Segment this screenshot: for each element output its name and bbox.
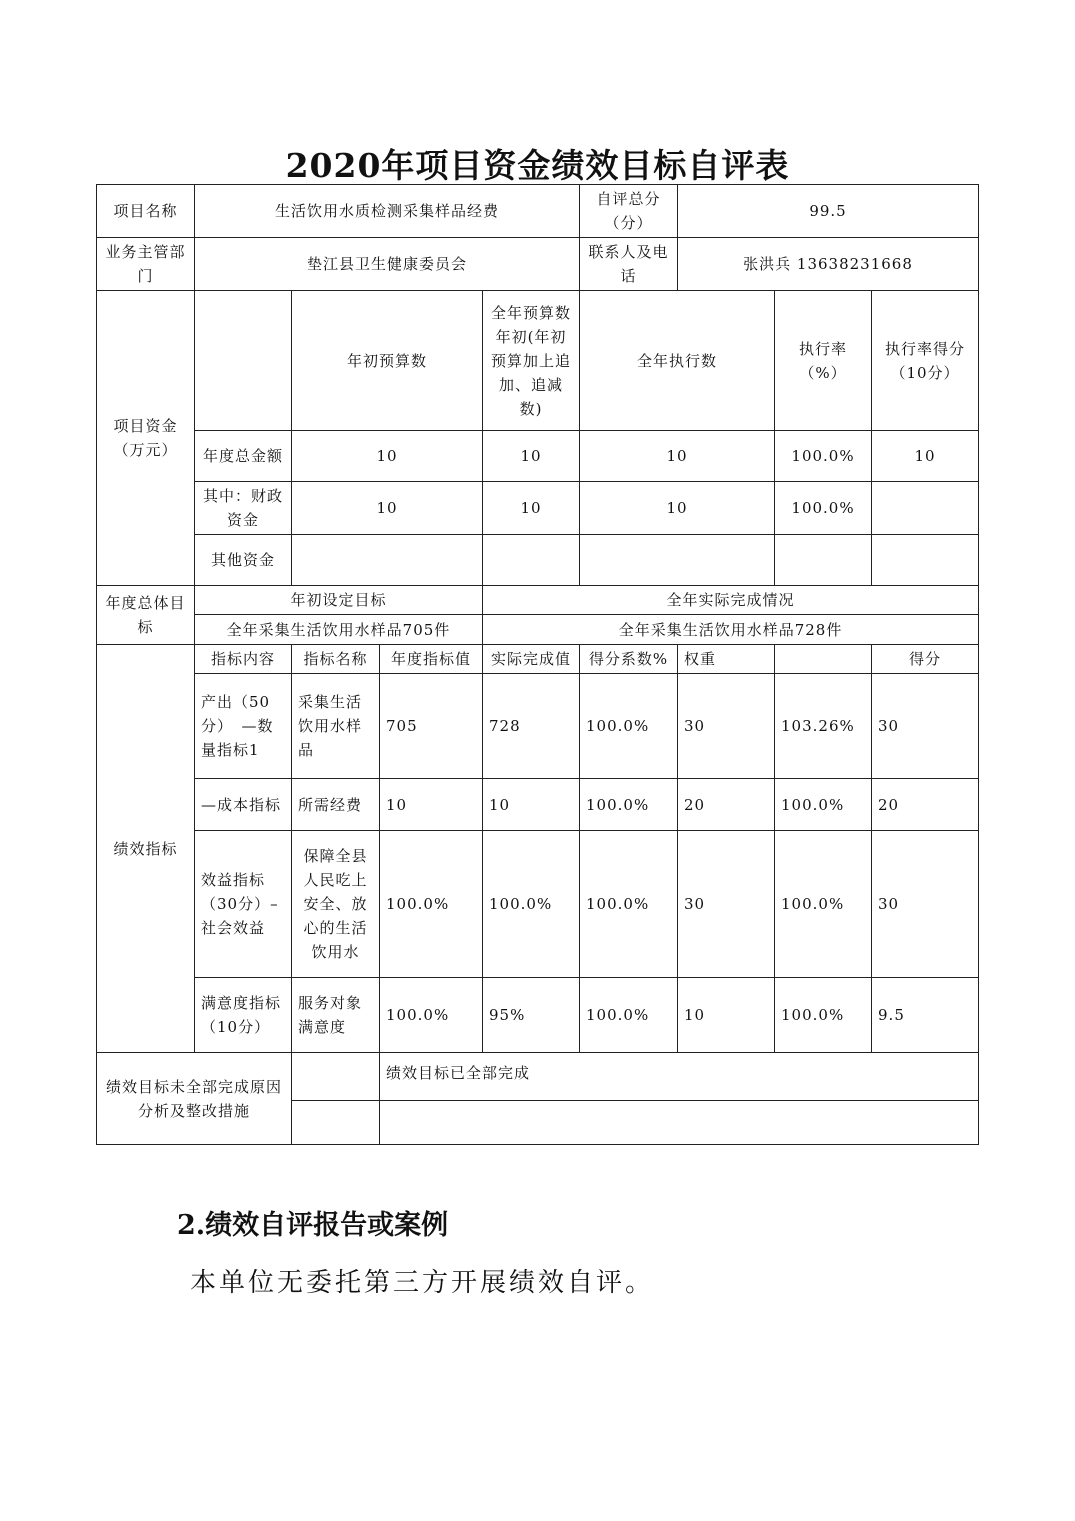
indicator-row [97,978,979,1053]
self-evaluation-table [96,184,979,1145]
ind-header: 得分 [872,645,979,674]
score-label: 自评总分（分） [580,185,678,238]
ind-header [775,645,872,674]
page-title: 2020年项目资金绩效目标自评表 [285,146,790,185]
col-rate-score: 执行率得分（10分） [872,291,979,431]
indicator-row [97,779,979,831]
section-paragraph: 本单位无委托第三方开展绩效自评。 [190,1268,655,1298]
dept-value: 垫江县卫生健康委员会 [195,238,580,291]
funds-row [97,535,979,586]
analysis-blank-cell [292,1101,380,1145]
funds-full [483,535,580,586]
ind-content: 满意度指标（10分） [195,978,292,1053]
ind-ratio: 100.0% [775,779,872,831]
ind-ratio: 100.0% [775,978,872,1053]
funds-exec: 10 [580,431,775,482]
ind-name: 保障全县人民吃上安全、放心的生活饮用水 [292,831,380,978]
col-executed: 全年执行数 [580,291,775,431]
funds-score [872,482,979,535]
project-name-label: 项目名称 [97,185,195,238]
ind-header: 得分系数% [580,645,678,674]
ind-weight: 30 [678,831,775,978]
planned-goal-value: 全年采集生活饮用水样品705件 [195,615,483,645]
ind-score: 9.5 [872,978,979,1053]
ind-score: 30 [872,674,979,779]
contact-value: 张洪兵 13638231668 [678,238,979,291]
analysis-label: 绩效目标未全部完成原因分析及整改措施 [97,1053,292,1145]
ind-content: 效益指标（30分）–社会效益 [195,831,292,978]
contact-label: 联系人及电话 [580,238,678,291]
funds-rate [775,535,872,586]
ind-ratio: 100.0% [775,831,872,978]
col-initial-budget: 年初预算数 [292,291,483,431]
ind-score: 20 [872,779,979,831]
funds-row [97,431,979,482]
ind-target: 100.0% [380,831,483,978]
ind-coef: 100.0% [580,978,678,1053]
ind-header: 实际完成值 [483,645,580,674]
ind-coef: 100.0% [580,831,678,978]
ind-ratio: 103.26% [775,674,872,779]
funds-score [872,535,979,586]
analysis-blank-cell [292,1053,380,1101]
analysis-text: 绩效目标已全部完成 [380,1053,979,1101]
ind-content: —成本指标 [195,779,292,831]
annual-goal-label: 年度总体目标 [97,586,195,645]
score-value: 99.5 [678,185,979,238]
planned-goal-label: 年初设定目标 [195,586,483,615]
ind-weight: 20 [678,779,775,831]
ind-name: 服务对象满意度 [292,978,380,1053]
funds-rate: 100.0% [775,482,872,535]
funds-initial [292,535,483,586]
ind-header: 权重 [678,645,775,674]
ind-name: 采集生活饮用水样品 [292,674,380,779]
funds-blank-cell [195,291,292,431]
actual-goal-value: 全年采集生活饮用水样品728件 [483,615,979,645]
col-exec-rate: 执行率（%） [775,291,872,431]
funds-row-name: 年度总金额 [195,431,292,482]
dept-label: 业务主管部门 [97,238,195,291]
ind-header: 年度指标值 [380,645,483,674]
ind-content: 产出（50分） —数量指标1 [195,674,292,779]
funds-rate: 100.0% [775,431,872,482]
ind-actual: 100.0% [483,831,580,978]
funds-score: 10 [872,431,979,482]
ind-weight: 10 [678,978,775,1053]
ind-actual: 10 [483,779,580,831]
indicators-label: 绩效指标 [97,645,195,1053]
ind-header: 指标内容 [195,645,292,674]
analysis-blank-cell [380,1101,979,1145]
ind-coef: 100.0% [580,674,678,779]
ind-target: 10 [380,779,483,831]
project-name-value: 生活饮用水质检测采集样品经费 [195,185,580,238]
funds-row [97,482,979,535]
indicator-row [97,831,979,978]
funds-initial: 10 [292,482,483,535]
funds-full: 10 [483,482,580,535]
ind-target: 100.0% [380,978,483,1053]
funds-full: 10 [483,431,580,482]
ind-actual: 728 [483,674,580,779]
ind-target: 705 [380,674,483,779]
ind-coef: 100.0% [580,779,678,831]
funds-exec [580,535,775,586]
section-heading: 2.绩效自评报告或案例 [177,1210,449,1241]
ind-name: 所需经费 [292,779,380,831]
funds-label: 项目资金（万元） [97,291,195,586]
indicator-row [97,674,979,779]
ind-header: 指标名称 [292,645,380,674]
actual-goal-label: 全年实际完成情况 [483,586,979,615]
ind-score: 30 [872,831,979,978]
ind-weight: 30 [678,674,775,779]
funds-row-name: 其他资金 [195,535,292,586]
ind-actual: 95% [483,978,580,1053]
funds-initial: 10 [292,431,483,482]
col-full-budget: 全年预算数年初(年初预算加上追加、追减数) [483,291,580,431]
funds-row-name: 其中：财政资金 [195,482,292,535]
funds-exec: 10 [580,482,775,535]
